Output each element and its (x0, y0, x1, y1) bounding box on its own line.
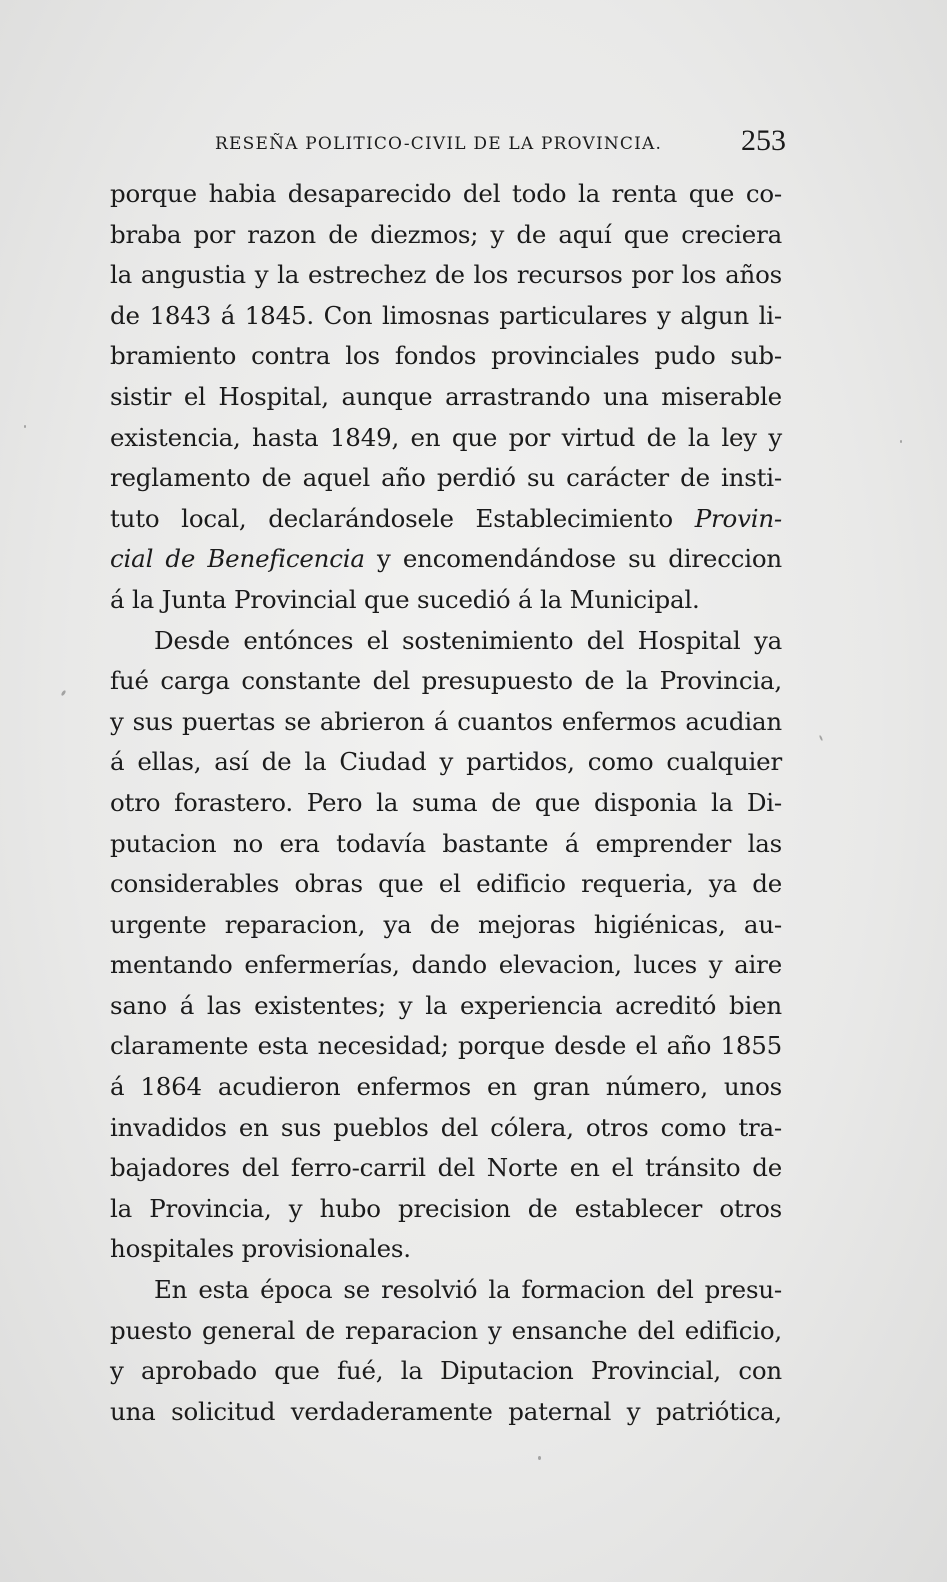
text-line (110, 905, 782, 946)
text-line (110, 377, 782, 418)
line-text: sano á las existentes; y la experiencia acreditó bien (110, 990, 782, 1020)
text-line (110, 1229, 782, 1270)
text-line (110, 1189, 782, 1230)
line-text: sistir el Hospital, aunque arrastrando una miserable (110, 381, 782, 411)
paper-speck (24, 425, 26, 428)
text-line (110, 1026, 782, 1067)
line-text: la angustia y la estrechez de los recursos por los años (110, 260, 782, 290)
paper-speck (538, 1456, 541, 1460)
line-text: una solicitud verdaderamente paternal y patriótica, (110, 1396, 782, 1426)
text-line (110, 1108, 782, 1149)
page-header (110, 124, 790, 164)
line-text: otro forastero. Pero la suma de que disponia la Di- (110, 787, 782, 817)
line-text: braba por razon de diezmos; y de aquí que creciera (110, 219, 782, 249)
line-text: En esta época se resolvió la formacion del presu- (154, 1275, 782, 1305)
text-line (110, 1392, 782, 1433)
line-text: claramente esta necesidad; porque desde el año 1855 (110, 1031, 782, 1061)
page-number: 253 (741, 124, 786, 157)
text-line (110, 945, 782, 986)
text-line (110, 1270, 782, 1311)
text-line (110, 986, 782, 1027)
paper-speck (819, 735, 823, 741)
paper-speck (61, 690, 67, 697)
line-text: de 1843 á 1845. Con limosnas particulares y algun li- (110, 300, 782, 330)
line-text: á ellas, así de la Ciudad y partidos, como cualquier (110, 747, 782, 777)
text-line (110, 296, 782, 337)
text-line (110, 1067, 782, 1108)
line-text: urgente reparacion, ya de mejoras higiénicas, au- (110, 909, 782, 939)
text-line (110, 661, 782, 702)
text-line (110, 499, 782, 540)
text-line (110, 783, 782, 824)
line-text: invadidos en sus pueblos del cólera, otros como tra- (110, 1112, 782, 1142)
text-line (110, 1351, 782, 1392)
text-line (110, 864, 782, 905)
text-line (110, 1311, 782, 1352)
italic-phrase: Provin- (694, 503, 782, 533)
line-text: bramiento contra los fondos provinciales pudo sub- (110, 341, 782, 371)
text-line (110, 418, 782, 459)
line-text: tuto local, declarándosele Establecimiento (110, 503, 673, 533)
line-text: putacion no era todavía bastante á emprender las (110, 828, 782, 858)
text-line (110, 742, 782, 783)
text-line (110, 255, 782, 296)
line-text: porque habia desaparecido del todo la renta que co- (110, 179, 782, 208)
text-line (110, 539, 782, 580)
line-text: existencia, hasta 1849, en que por virtud de la ley y (110, 422, 782, 452)
line-text: hospitales provisionales. (110, 1234, 411, 1264)
running-head: RESEÑA POLITICO-CIVIL DE LA PROVINCIA. (215, 134, 663, 154)
text-line (110, 458, 782, 499)
line-text: á 1864 acudieron enfermos en gran número, unos (110, 1072, 782, 1102)
line-text: reglamento de aquel año perdió su carácter de insti- (110, 463, 782, 493)
line-text: Desde entónces el sostenimiento del Hospital ya (154, 625, 782, 655)
text-line (110, 174, 782, 215)
text-line (110, 336, 782, 377)
body-text (110, 174, 782, 1432)
text-line (110, 580, 782, 621)
line-text: y encomendándose su direccion (364, 544, 783, 574)
paper-speck (900, 440, 902, 443)
line-text: y aprobado que fué, la Diputacion Provincial, con (110, 1356, 782, 1386)
line-text: considerables obras que el edificio requeria, ya de (110, 869, 782, 899)
line-text: mentando enfermerías, dando elevacion, luces y aire (110, 950, 782, 980)
text-line (110, 621, 782, 662)
italic-phrase: cial de Beneficencia (110, 544, 365, 574)
line-text: fué carga constante del presupuesto de la Provincia, (110, 666, 782, 696)
line-text: á la Junta Provincial que sucedió á la Municipal. (110, 584, 700, 614)
text-line (110, 824, 782, 865)
line-text: bajadores del ferro-carril del Norte en el tránsito de (110, 1153, 782, 1183)
text-line (110, 702, 782, 743)
text-line (110, 215, 782, 256)
text-line (110, 1148, 782, 1189)
line-text: la Provincia, y hubo precision de establecer otros (110, 1193, 782, 1223)
line-text: y sus puertas se abrieron á cuantos enfermos acudian (110, 706, 782, 736)
line-text: puesto general de reparacion y ensanche del edificio, (110, 1315, 782, 1345)
